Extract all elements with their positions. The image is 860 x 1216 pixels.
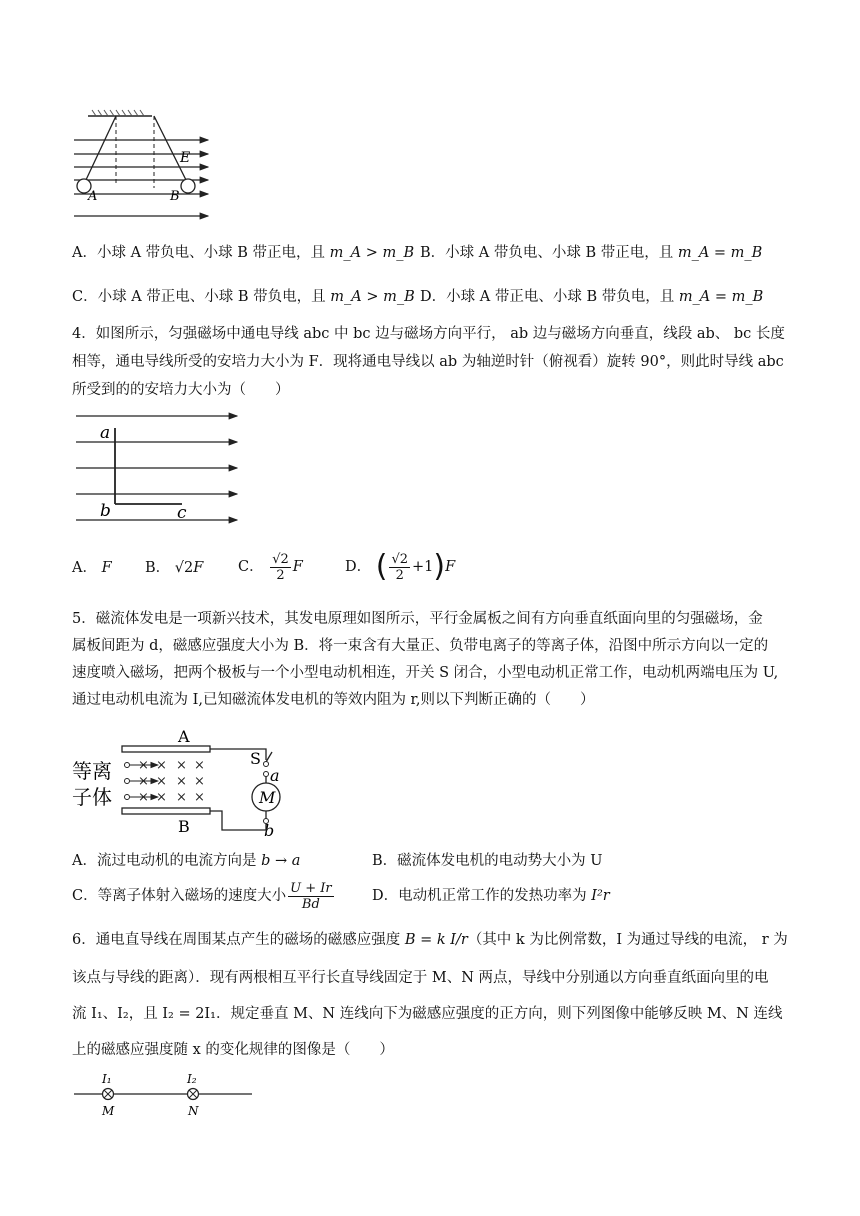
label-plate-a: A [178,727,190,746]
q4-stem-line1: 4．如图所示，匀强磁场中通电导线 abc 中 bc 边与磁场方向平行， ab 边与磁场方向垂直，线段 ab、 bc 长度 [72,326,785,342]
string-a [85,116,116,182]
q6-figure [72,1070,254,1122]
label-b: b [100,501,111,521]
plasma-label-1: 等离 [72,759,112,783]
q5-option-a: A．流过电动机的电流方向是 b → a [72,853,301,869]
label-i1: I₁ [102,1072,112,1086]
q4-option-c: C． $\frac{√2}{2}$ F [238,551,303,583]
label-c: c [177,503,187,523]
svg-text:×: × [176,774,187,789]
label-e: E [180,150,191,166]
label-i2: I₂ [187,1072,197,1086]
q5-stem-line3: 速度喷入磁场，把两个极板与一个小型电动机相连，开关 S 闭合，小型电动机正常工作，电动机两端电压为 U, [72,665,779,681]
q5-option-c: C．等离子体射入磁场的速度大小 $\frac{U + Ir}{Bd}$ [72,880,332,912]
svg-text:×: × [156,758,167,773]
q6-stem-line1: 6．通电直导线在周围某点产生的磁场的磁感应强度 B = k I/r（其中 k 为比例常数，I 为通过导线的电流， r 为 [72,932,788,948]
q3-option-c: C．小球 A 带正电、小球 B 带负电，且 m_A > m_B [72,289,415,305]
q5-stem-line1: 5．磁流体发电是一项新兴技术，其发电原理如图所示，平行金属板之间有方向垂直纸面向里的匀强磁场，金 [72,611,763,627]
circuit-bottom-wire [210,811,266,830]
svg-text:×: × [138,758,149,773]
svg-text:×: × [194,774,205,789]
plate-b [122,808,210,814]
q6-stem-line2: 该点与导线的距离）．现有两根相互平行长直导线固定于 M、N 两点，导线中分别通以方向垂直纸面向里的电 [72,970,769,986]
label-m: M [102,1104,115,1118]
svg-text:×: × [176,758,187,773]
q4-stem-line3: 所受到的的安培力大小为（ ） [72,382,290,398]
svg-text:×: × [138,774,149,789]
label-a: a [270,766,280,785]
q5-stem-line2: 属板间距为 d，磁感应强度大小为 B．将一束含有大量正、负带电离子的等离子体，沿图中所示方向以一定的 [72,638,769,654]
q5-stem-line4: 通过电动机电流为 I,已知磁流体发电机的等效内阻为 r,则以下判断正确的（ ） [72,692,595,708]
q4-option-d: D． ( $\frac{√2}{2}$ +1)F [345,549,456,584]
q3-option-d: D．小球 A 带正电、小球 B 带负电，且 m_A = m_B [420,289,764,305]
q4-stem-line2: 相等，通电导线所受的安培力大小为 F．现将通电导线以 ab 为轴逆时针（俯视看）旋转 90°，则此时导线 abc [72,354,784,370]
plasma-label-2: 子体 [72,785,112,809]
string-b [154,116,187,182]
q4-option-a: A． F [72,560,112,576]
label-b: b [264,821,275,840]
label-a: A [88,189,98,204]
svg-text:×: × [176,790,187,805]
switch-s [266,752,272,762]
q5-option-b: B．磁流体发电机的电动势大小为 U [372,853,603,869]
q3-option-a: A．小球 A 带负电、小球 B 带正电，且 m_A > m_B [72,245,415,261]
svg-text:×: × [194,790,205,805]
svg-text:×: × [156,790,167,805]
label-n: N [188,1104,199,1118]
q5-option-d: D．电动机正常工作的发热功率为 I²r [372,888,610,904]
label-s: S [250,749,261,768]
q6-stem-line4: 上的磁感应强度随 x 的变化规律的图像是（ ） [72,1042,394,1058]
ball-b [181,179,195,193]
q3-option-b: B．小球 A 带负电、小球 B 带正电，且 m_A = m_B [420,245,763,261]
q6-stem-line3: 流 I₁、I₂，且 I₂ = 2I₁．规定垂直 M、N 连线向下为磁感应强度的正方向，则下列图像中能够反映 M、N 连线 [72,1006,783,1022]
q4-option-b: B． √2F [145,560,204,576]
label-m: M [259,788,276,807]
q4-figure [72,406,242,530]
label-b: B [170,189,180,204]
svg-text:×: × [194,758,205,773]
plate-a [122,746,210,752]
label-plate-b: B [178,817,190,836]
svg-text:×: × [156,774,167,789]
label-a: a [100,423,111,443]
q5-figure [72,724,292,842]
svg-text:×: × [138,790,149,805]
q3-figure [70,108,220,224]
